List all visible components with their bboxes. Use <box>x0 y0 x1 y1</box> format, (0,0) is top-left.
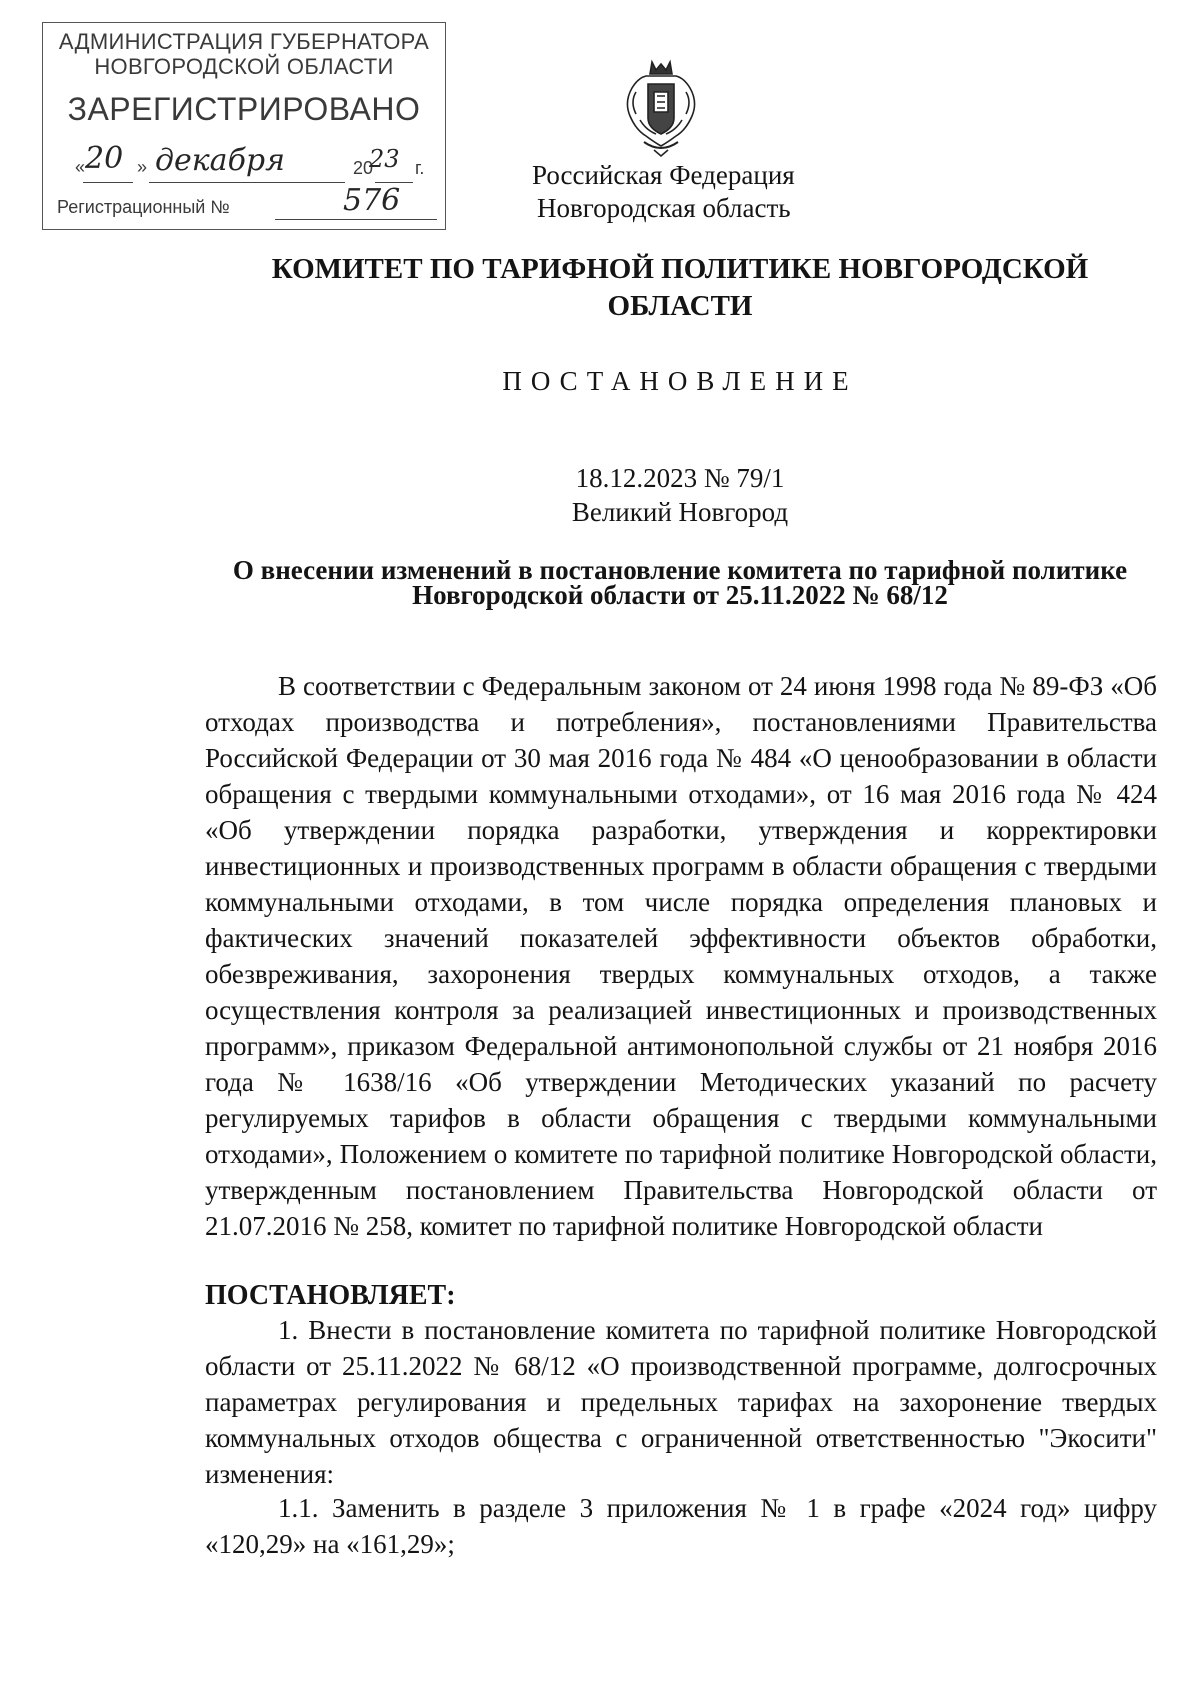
stamp-quote-open: « <box>75 157 86 177</box>
document-date-number: 18.12.2023 № 79/1 <box>575 463 785 493</box>
item-1-paragraph: 1. Внести в постановление комитета по тарифной политике Новгородской области от 25.11.2022 № 68/12 «О производственной программе, долгосрочных параметрах регулирования и предельных тарифах на захоронение твердых коммунальных отходов общества с ограниченной ответственностью "Экосити" изменения: <box>205 1315 1157 1489</box>
stamp-handwritten-reg-number: 576 <box>343 183 401 218</box>
registration-stamp <box>42 22 446 230</box>
document-type: ПОСТАНОВЛЕНИЕ <box>502 366 858 396</box>
stamp-handwritten-year: 23 <box>369 145 400 173</box>
header-country: Российская Федерация <box>532 160 795 190</box>
stamp-underline-day <box>83 182 133 183</box>
stamp-registered-word: ЗАРЕГИСТРИРОВАНО <box>67 91 421 127</box>
decree-word: ПОСТАНОВЛЯЕТ: <box>205 1280 456 1311</box>
stamp-handwritten-day: 20 <box>85 141 124 176</box>
stamp-year-prefix: 20 <box>353 158 374 178</box>
header-region: Новгородская область <box>537 193 791 223</box>
committee-title-line2: ОБЛАСТИ <box>607 290 753 322</box>
stamp-underline-month <box>149 182 345 183</box>
preamble-paragraph: В соответствии с Федеральным законом от 24 июня 1998 года № 89-ФЗ «Об отходах производства и потребления», постановлениями Правительства Российской Федерации от 30 мая 2016 года № 484 «О ценообразовании в области обращения с твердыми коммунальными отходами», от 16 мая 2016 года № 424 «Об утверждении порядка разработки, утверждения и корректировки инвестиционных и производственных программ в области обращения с твердыми коммунальными отходами, в том числе порядка определения плановых и фактических значений показателей эффективности объектов обработки, обезвреживания, захоронения твердых коммунальных отходов, а также осуществления контроля за реализацией инвестиционных и производственных программ», приказом Федеральной антимонопольной службы от 21 ноября 2016 года № 1638/16 «Об утверждении Методических указаний по расчету регулируемых тарифов в области обращения с твердыми коммунальными отходами», Положением о комитете по тарифной политике Новгородской области, утвержденным постановлением Правительства Новгородской области от 21.07.2016 № 258, комитет по тарифной политике Новгородской области <box>205 671 1157 1241</box>
subject-line1: О внесении изменений в постановление комитета по тарифной политике <box>232 555 1128 585</box>
stamp-org-line2: НОВГОРОДСКОЙ ОБЛАСТИ <box>94 54 394 79</box>
stamp-org-line1: АДМИНИСТРАЦИЯ ГУБЕРНАТОРА <box>58 29 430 54</box>
stamp-underline-reg <box>275 219 437 220</box>
stamp-quote-close: » <box>137 157 148 177</box>
coat-of-arms-icon <box>616 58 706 158</box>
stamp-date <box>75 141 435 185</box>
committee-title-line1: КОМИТЕТ ПО ТАРИФНОЙ ПОЛИТИКЕ НОВГОРОДСКОЙ <box>271 253 1089 285</box>
item-1-1-paragraph: 1.1. Заменить в разделе 3 приложения № 1 в графе «2024 год» цифру «120,29» на «161,29»; <box>205 1493 1157 1559</box>
stamp-year-mark: г. <box>415 158 425 178</box>
stamp-handwritten-month: декабря <box>155 143 285 178</box>
document-city: Великий Новгород <box>571 497 789 527</box>
subject-line2: Новгородской области от 25.11.2022 № 68/12 <box>412 580 948 610</box>
stamp-reg-label: Регистрационный № <box>57 197 230 217</box>
